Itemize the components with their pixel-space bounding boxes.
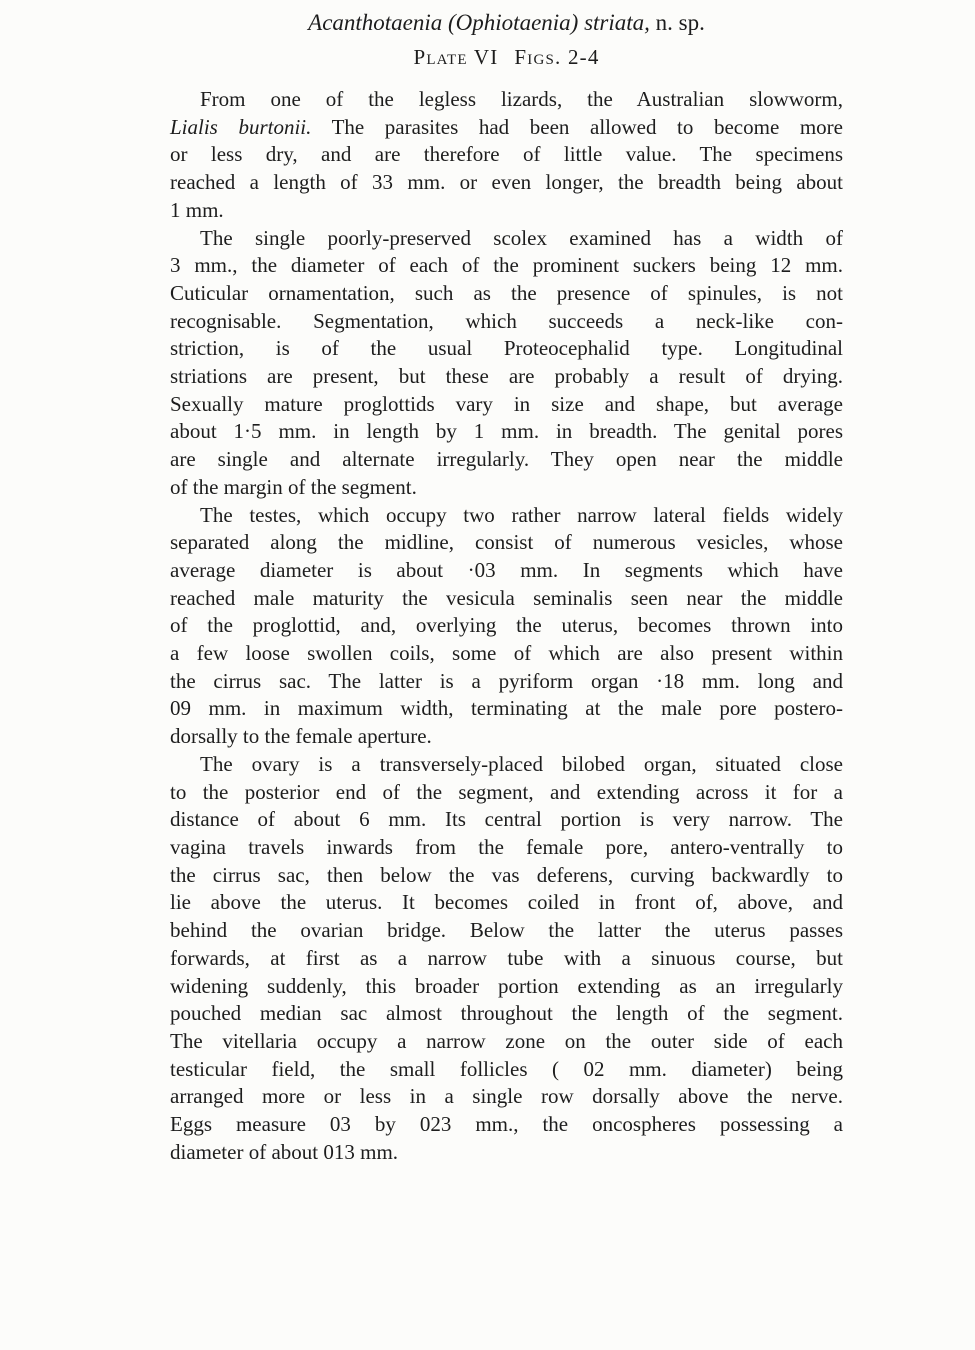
text-line: Eggs measure 03 by 023 mm., the oncospheres possessing a	[170, 1112, 843, 1137]
text-line: striction, is of the usual Proteocephalid type. Longitudinal	[170, 336, 843, 361]
text-block	[170, 8, 843, 1166]
figs-label: Figs. 2-4	[514, 45, 600, 69]
text-line: reached male maturity the vesicula seminalis seen near the middle	[170, 585, 843, 610]
text-line: Cuticular ornamentation, such as the presence of spinules, is not	[170, 280, 843, 305]
text-line: 09 mm. in maximum width, terminating at the male pore postero-	[170, 696, 843, 721]
text-line: or less dry, and are therefore of little value. The specimens	[170, 142, 843, 167]
text-line: average diameter is about ·03 mm. In segments which have	[170, 557, 843, 582]
species-title-suffix: n. sp.	[649, 10, 705, 35]
text-line: arranged more or less in a single row dorsally above the nerve.	[170, 1084, 843, 1109]
text-line: The single poorly-preserved scolex examined has a width of	[200, 225, 843, 250]
paragraph	[170, 751, 843, 1167]
species-title-italic: Acanthotaenia (Ophiotaenia) striata,	[308, 10, 650, 35]
page-title	[170, 8, 843, 38]
text-line: lie above the uterus. It becomes coiled in front of, above, and	[170, 890, 843, 915]
text-line: From one of the legless lizards, the Australian slowworm,	[200, 87, 843, 111]
text-line: are single and alternate irregularly. They open near the middle	[170, 447, 843, 472]
document-body	[170, 86, 843, 1166]
text-line: The vitellaria occupy a narrow zone on the outer side of each	[170, 1028, 843, 1053]
text-line: separated along the midline, consist of numerous vesicles, whose	[170, 530, 843, 555]
text-line: to the posterior end of the segment, and extending across it for a	[170, 779, 843, 804]
plate-caption	[170, 44, 843, 70]
text-line: of the margin of the segment.	[170, 474, 417, 499]
paragraph	[170, 86, 843, 225]
paragraph	[170, 502, 843, 751]
text-line: The ovary is a transversely-placed bilobed organ, situated close	[200, 751, 843, 776]
text-line: recognisable. Segmentation, which succeeds a neck-like con-	[170, 308, 843, 333]
text-line: widening suddenly, this broader portion extending as an irregularly	[170, 973, 843, 998]
text-line: 3 mm., the diameter of each of the prominent suckers being 12 mm.	[170, 253, 843, 278]
paragraph	[170, 225, 843, 502]
text-line: Lialis burtonii. The parasites had been allowed to become more	[170, 114, 843, 139]
text-line: pouched median sac almost throughout the length of the segment.	[170, 1001, 843, 1026]
text-line: testicular field, the small follicles ( 02 mm. diameter) being	[170, 1056, 843, 1081]
text-line: reached a length of 33 mm. or even longer, the breadth being about	[170, 170, 843, 195]
species-name-italic: Lialis burtonii.	[170, 114, 312, 139]
text-line: vagina travels inwards from the female pore, antero-ventrally to	[170, 834, 843, 859]
text-line: of the proglottid, and, overlying the uterus, becomes thrown into	[170, 613, 843, 638]
text-line: the cirrus sac, then below the vas deferens, curving backwardly to	[170, 862, 843, 887]
text-line: The testes, which occupy two rather narrow lateral fields widely	[200, 502, 843, 527]
text-line: striations are present, but these are probably a result of drying.	[170, 364, 843, 389]
text-line: forwards, at first as a narrow tube with a sinuous course, but	[170, 945, 843, 970]
text-line: 1 mm.	[170, 197, 224, 222]
text-line: about 1·5 mm. in length by 1 mm. in breadth. The genital pores	[170, 419, 843, 444]
text-line: distance of about 6 mm. Its central portion is very narrow. The	[170, 807, 843, 832]
text-line: the cirrus sac. The latter is a pyriform organ ·18 mm. long and	[170, 668, 843, 693]
text-line: a few loose swollen coils, some of which are also present within	[170, 641, 843, 666]
text-line: diameter of about 013 mm.	[170, 1139, 399, 1164]
plate-label: Plate VI	[413, 45, 499, 69]
text-line: behind the ovarian bridge. Below the latter the uterus passes	[170, 918, 843, 943]
text-line: dorsally to the female aperture.	[170, 724, 432, 749]
text-line: Sexually mature proglottids vary in size and shape, but average	[170, 391, 843, 416]
